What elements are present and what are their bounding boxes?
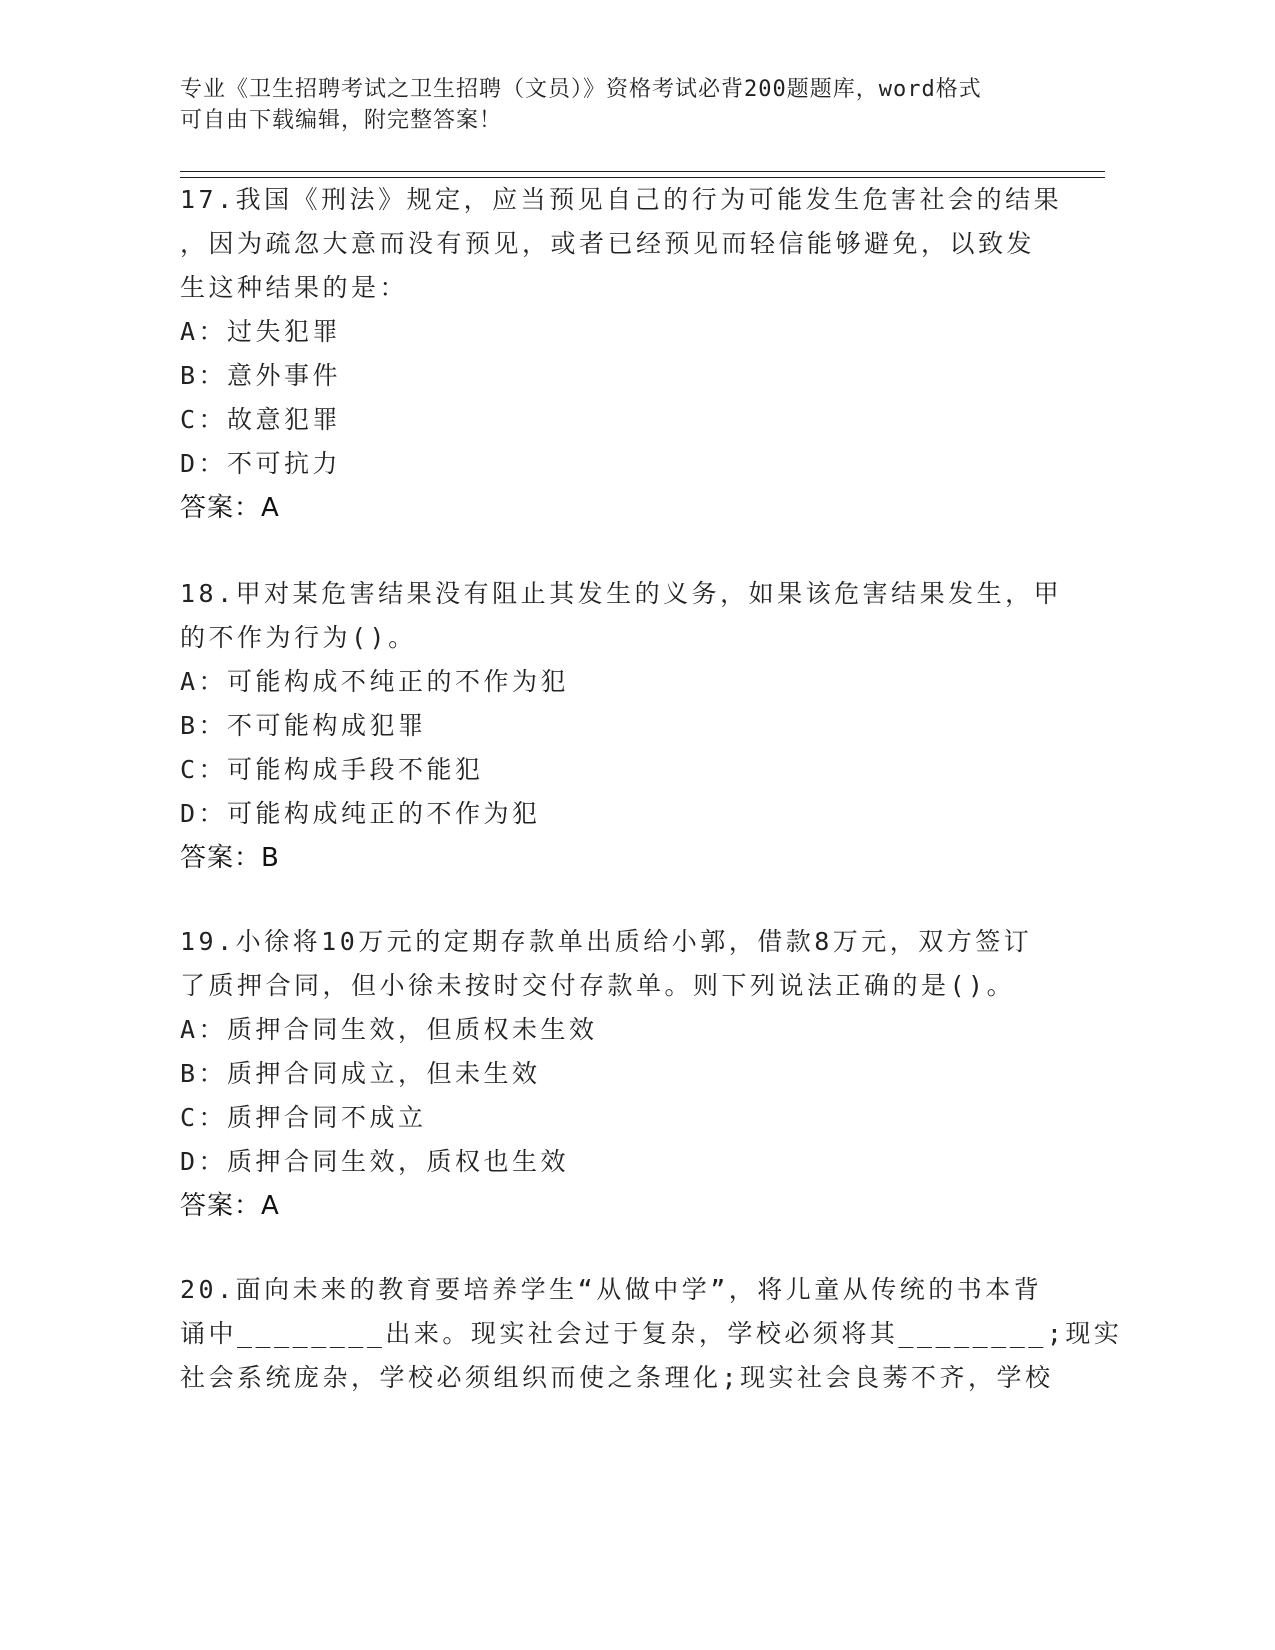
question-text-line: 诵中________出来。现实社会过于复杂，学校必须将其________;现实 [180, 1319, 1123, 1348]
question-text-line: 20.面向未来的教育要培养学生“从做中学”，将儿童从传统的书本背 [180, 1275, 1043, 1304]
option-b: B：质押合同成立，但未生效 [180, 1059, 541, 1088]
question-text-line: 生这种结果的是： [180, 273, 409, 302]
document-header [180, 74, 1060, 136]
option-c: C：可能构成手段不能犯 [180, 755, 484, 784]
question-text-line: 的不作为行为()。 [180, 623, 417, 652]
option-a: A：可能构成不纯正的不作为犯 [180, 667, 570, 696]
question-18 [180, 572, 1063, 880]
answer-label: 答案：A [180, 493, 280, 523]
question-17 [180, 178, 1063, 530]
option-c: C：质押合同不成立 [180, 1103, 427, 1132]
option-c: C：故意犯罪 [180, 405, 342, 434]
option-a: A：质押合同生效，但质权未生效 [180, 1015, 598, 1044]
question-text-line: 了质押合同，但小徐未按时交付存款单。则下列说法正确的是()。 [180, 971, 1016, 1000]
option-d: D：可能构成纯正的不作为犯 [180, 799, 541, 828]
question-text-line: 19.小徐将10万元的定期存款单出质给小郭，借款8万元，双方签订 [180, 927, 1033, 956]
question-text-line: 社会系统庞杂，学校必须组织而使之条理化;现实社会良莠不齐，学校 [180, 1363, 1054, 1392]
answer-label: 答案：A [180, 1191, 280, 1221]
question-text-line: 17.我国《刑法》规定，应当预见自己的行为可能发生危害社会的结果 [180, 185, 1063, 214]
header-rule-top [180, 171, 1105, 172]
question-20 [180, 1268, 1123, 1400]
option-b: B：意外事件 [180, 361, 342, 390]
header-line-2: 可自由下载编辑，附完整答案！ [180, 108, 503, 133]
question-text-line: 18.甲对某危害结果没有阻止其发生的义务，如果该危害结果发生，甲 [180, 579, 1063, 608]
question-text-line: ，因为疏忽大意而没有预见，或者已经预见而轻信能够避免，以致发 [180, 229, 1036, 258]
answer-label: 答案：B [180, 843, 280, 873]
question-19 [180, 920, 1050, 1228]
option-b: B：不可能构成犯罪 [180, 711, 427, 740]
option-a: A：过失犯罪 [180, 317, 342, 346]
option-d: D：质押合同生效，质权也生效 [180, 1147, 570, 1176]
option-d: D：不可抗力 [180, 449, 342, 478]
header-line-1: 专业《卫生招聘考试之卫生招聘（文员）》资格考试必背200题题库，word格式 [180, 77, 982, 102]
